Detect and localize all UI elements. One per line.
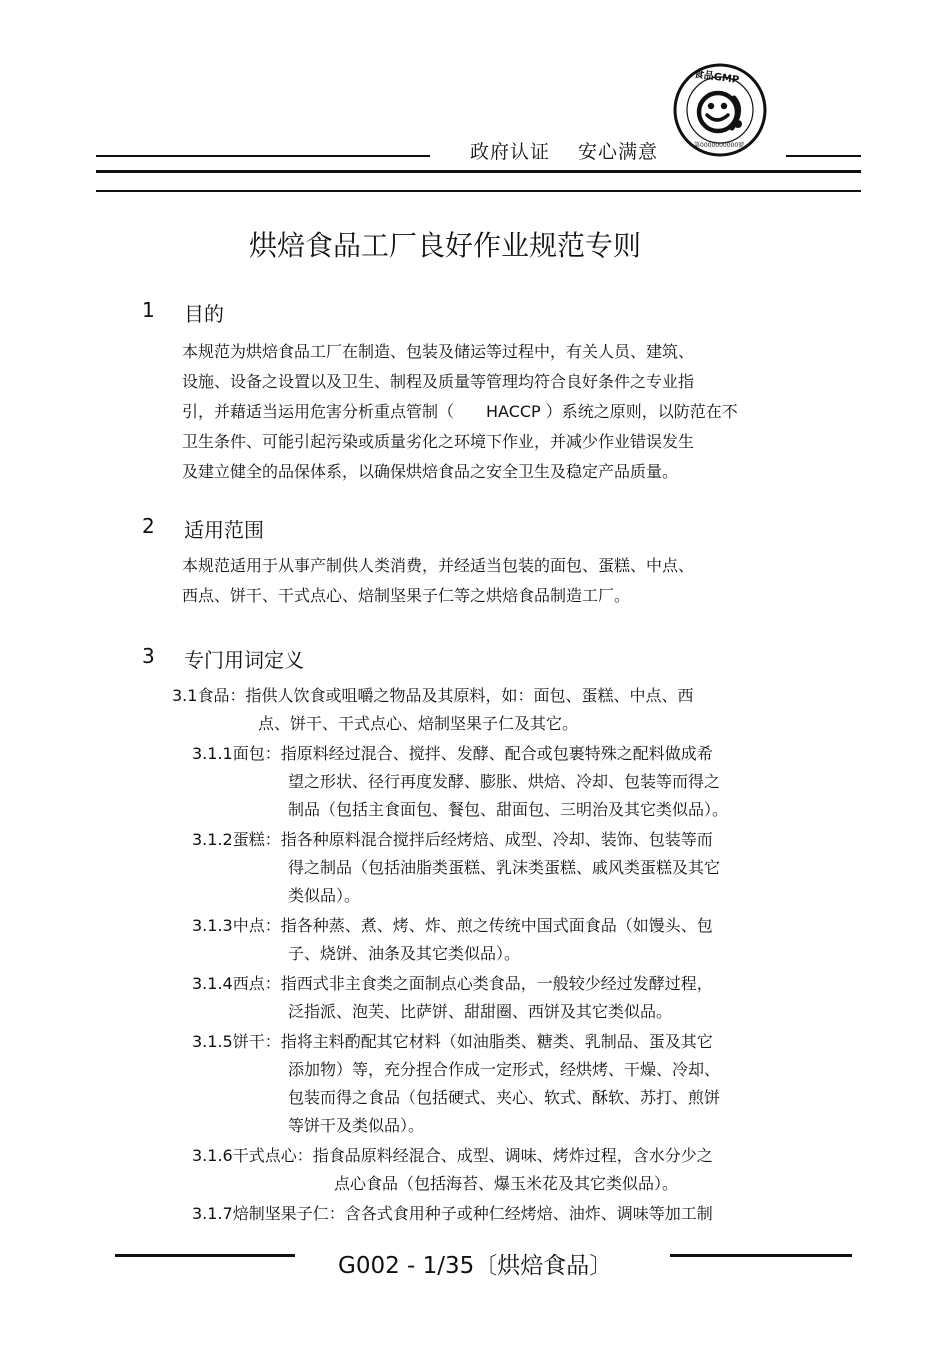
definition-text: 指西式非主食类之面制点心类食品，一般较少经过发酵过程， xyxy=(280,974,713,993)
definition-3-1-1-cont: 制品（包括主食面包、餐包、甜面包、三明治及其它类似品）。 xyxy=(288,800,729,819)
definition-text: 指将主料酌配其它材料（如油脂类、糖类、乳制品、蛋及其它 xyxy=(280,1032,713,1051)
definition-text: 指各种原料混合搅拌后经烤焙、成型、冷却、装饰、包装等而 xyxy=(280,830,713,849)
definition-3-1-4-cont: 泛指派、泡芙、比萨饼、甜甜圈、西饼及其它类似品。 xyxy=(288,1002,673,1021)
section-2-line: 西点、饼干、干式点心、焙制坚果子仁等之烘焙食品制造工厂。 xyxy=(182,586,631,605)
footer-page-code: G002 - 1/35〔烘焙食品〕 xyxy=(338,1253,613,1279)
definition-term: 3.1.7焙制坚果子仁： xyxy=(192,1204,345,1223)
tagline-left: 政府认证 xyxy=(470,141,551,163)
definition-3-1-1 xyxy=(192,740,713,768)
definition-text: 含各式食用种子或种仁经烤焙、油炸、调味等加工制 xyxy=(344,1204,713,1223)
definition-3-1-6 xyxy=(192,1142,713,1170)
header-rule-top-right xyxy=(786,155,861,157)
header-tagline xyxy=(470,137,658,164)
section-1-line: 本规范为烘焙食品工厂在制造、包装及储运等过程中，有关人员、建筑、 xyxy=(182,342,695,361)
definition-3-1-1-cont: 望之形状、径行再度发酵、膨胀、烘焙、冷却、包装等而得之 xyxy=(288,772,721,791)
document-title: 烘焙食品工厂良好作业规范专则 xyxy=(248,229,641,262)
section-1-title: 目的 xyxy=(184,302,224,326)
section-2-title: 适用范围 xyxy=(184,518,264,542)
header-rule-top-left xyxy=(96,155,430,157)
definition-term: 3.1食品： xyxy=(172,686,246,705)
footer-rule-right xyxy=(670,1254,852,1257)
definition-text: 指食品原料经混合、成型、调味、烤炸过程，含水分少之 xyxy=(312,1146,713,1165)
definition-term: 3.1.4西点： xyxy=(192,974,281,993)
definition-3-1-5-cont: 等饼干及类似品）。 xyxy=(288,1116,425,1135)
section-1-line: 卫生条件、可能引起污染或质量劣化之环境下作业，并减少作业错误发生 xyxy=(182,432,695,451)
definition-text: 指各种蒸、煮、烤、炸、煎之传统中国式面食品（如馒头、包 xyxy=(280,916,713,935)
section-3-title: 专门用词定义 xyxy=(184,648,304,672)
definition-text: 指原料经过混合、搅拌、发酵、配合或包裹特殊之配料做成希 xyxy=(280,744,713,763)
footer-rule-left xyxy=(115,1254,295,1257)
definition-3-1-7 xyxy=(192,1200,713,1228)
section-2-number: 2 xyxy=(142,514,155,538)
section-1-body xyxy=(182,337,738,487)
definition-3-1-2 xyxy=(192,826,713,854)
section-1-line: 及建立健全的品保体系，以确保烘焙食品之安全卫生及稳定产品质量。 xyxy=(182,462,679,481)
section-3-number: 3 xyxy=(142,644,155,668)
definition-term: 3.1.2蛋糕： xyxy=(192,830,281,849)
section-1-line: 引，并藉适当运用危害分析重点管制（ HACCP ）系统之原则，以防范在不 xyxy=(182,402,738,421)
definition-3-1-cont: 点、饼干、干式点心、焙制坚果子仁及其它。 xyxy=(258,714,579,733)
section-2-line: 本规范适用于从事产制供人类消费，并经适当包装的面包、蛋糕、中点、 xyxy=(182,556,695,575)
definition-3-1-5-cont: 包装而得之食品（包括硬式、夹心、软式、酥软、苏打、煎饼 xyxy=(288,1088,721,1107)
definition-3-1-5 xyxy=(192,1028,713,1056)
definition-3-1-5-cont: 添加物）等，充分捏合作成一定形式，经烘烤、干燥、冷却、 xyxy=(288,1060,721,1079)
section-1-number: 1 xyxy=(142,298,155,322)
definition-3-1-2-cont: 得之制品（包括油脂类蛋糕、乳沫类蛋糕、戚风类蛋糕及其它 xyxy=(288,858,721,877)
definition-term: 3.1.3中点： xyxy=(192,916,281,935)
definition-term: 3.1.5饼干： xyxy=(192,1032,281,1051)
definition-3-1-4 xyxy=(192,970,713,998)
logo-bottom-text: 第0000000000號 xyxy=(694,142,745,149)
definition-3-1-3-cont: 子、烧饼、油条及其它类似品）。 xyxy=(288,944,521,963)
definition-term: 3.1.6干式点心： xyxy=(192,1146,313,1165)
header-rule-thick xyxy=(96,170,861,173)
section-2-body xyxy=(182,551,694,611)
tagline-right: 安心满意 xyxy=(578,141,659,163)
definition-term: 3.1.1面包： xyxy=(192,744,281,763)
header-rule-bottom xyxy=(96,190,861,192)
definition-text: 指供人饮食或咀嚼之物品及其原料，如：面包、蛋糕、中点、西 xyxy=(245,686,694,705)
section-1-line: 设施、设备之设置以及卫生、制程及质量等管理均符合良好条件之专业指 xyxy=(182,372,695,391)
definition-3-1 xyxy=(172,682,693,710)
definition-3-1-2-cont: 类似品）。 xyxy=(288,886,361,905)
definition-3-1-3 xyxy=(192,912,713,940)
definition-3-1-6-cont: 点心食品（包括海苔、爆玉米花及其它类似品）。 xyxy=(334,1174,679,1193)
gmp-logo xyxy=(672,62,768,158)
logo-top-text: 食品GMP xyxy=(693,68,740,87)
